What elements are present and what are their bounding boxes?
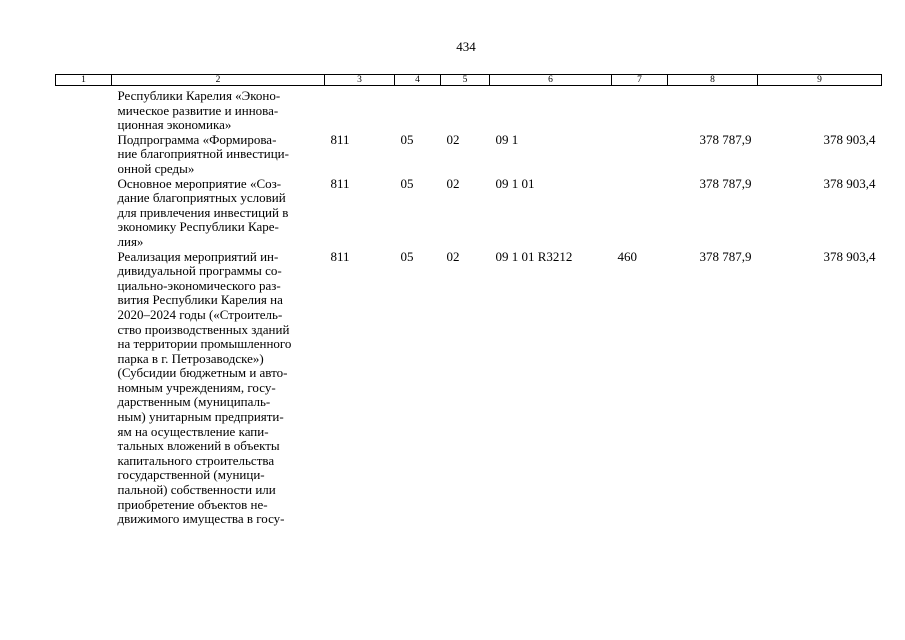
row-col5-cell xyxy=(441,86,490,133)
row-col7-cell xyxy=(612,133,668,177)
row-col4-cell: 05 xyxy=(400,175,414,191)
column-header: 7 xyxy=(612,75,668,86)
row-col8-cell: 378 787,9 xyxy=(699,131,752,147)
table-row xyxy=(56,250,882,527)
row-name-line: лия» xyxy=(117,233,144,249)
row-col3-cell: 811 xyxy=(330,248,350,264)
row-name-line: Республики Карелия «Эконо- xyxy=(117,88,281,103)
table-row xyxy=(56,133,882,177)
row-col5-cell: 02 xyxy=(446,175,460,191)
row-col8-cell: 378 787,9 xyxy=(699,175,752,191)
row-col3-cell xyxy=(325,86,395,133)
row-col8-cell: 378 787,9 xyxy=(699,248,752,264)
row-col4-cell xyxy=(395,86,441,133)
page-number: 434 xyxy=(456,39,476,54)
column-header: 1 xyxy=(56,75,112,86)
row-col4-cell: 05 xyxy=(400,131,414,147)
row-name-cell xyxy=(112,250,325,527)
table-row xyxy=(56,177,882,250)
row-name-cell xyxy=(112,86,325,133)
row-col9-cell: 378 903,4 xyxy=(823,131,876,147)
column-header: 2 xyxy=(112,75,325,86)
row-name-line: ям на осуществление капи- xyxy=(117,423,269,439)
row-name-line: циально-экономического раз- xyxy=(117,277,281,293)
row-name-line: экономику Республики Каре- xyxy=(117,219,279,235)
row-name-line: тальных вложений в объекты xyxy=(117,438,280,454)
row-col6-cell: 09 1 01 R3212 xyxy=(495,248,573,264)
column-header: 5 xyxy=(441,75,490,86)
row-col7-cell: 460 xyxy=(617,248,637,264)
row-col7-cell xyxy=(612,177,668,250)
row-name-line: на территории промышленного xyxy=(117,336,292,352)
row-col1-cell xyxy=(56,177,112,250)
row-name-line: государственной (муници- xyxy=(117,467,265,483)
row-col3-cell: 811 xyxy=(330,131,350,147)
row-col8-cell xyxy=(668,86,758,133)
row-name-line: Подпрограмма «Формирова- xyxy=(117,131,277,147)
row-col7-cell xyxy=(612,86,668,133)
row-name-line: ционная экономика» xyxy=(117,117,232,133)
row-col5-cell: 02 xyxy=(446,131,460,147)
row-col6-cell: 09 1 01 xyxy=(495,175,535,191)
row-name-line: приобретение объектов не- xyxy=(117,496,268,512)
row-name-line: вития Республики Карелия на xyxy=(117,292,283,308)
row-name-line: (Субсидии бюджетным и авто- xyxy=(117,365,288,381)
row-col9-cell: 378 903,4 xyxy=(823,248,876,264)
row-col9-cell xyxy=(758,86,882,133)
row-name-line: дивидуальной программы со- xyxy=(117,263,282,279)
row-col4-cell: 05 xyxy=(400,248,414,264)
row-col5-cell: 02 xyxy=(446,248,460,264)
row-name-cell xyxy=(112,133,325,177)
row-name-line: капитального строительства xyxy=(117,452,275,468)
row-name-line: Основное мероприятие «Соз- xyxy=(117,175,282,191)
row-name-line: мическое развитие и иннова- xyxy=(117,102,279,118)
column-header: 9 xyxy=(758,75,882,86)
row-name-line: движимого имущества в госу- xyxy=(117,511,285,527)
row-name-line: ство производственных зданий xyxy=(117,321,290,337)
row-col9-cell: 378 903,4 xyxy=(823,175,876,191)
table-row xyxy=(56,86,882,133)
table-header-row xyxy=(56,75,882,86)
row-name-line: Реализация мероприятий ин- xyxy=(117,248,279,264)
row-name-line: 2020–2024 годы («Строитель- xyxy=(117,306,283,322)
row-name-line: пальной) собственности или xyxy=(117,482,276,498)
row-name-line: онной среды» xyxy=(117,160,195,176)
row-col1-cell xyxy=(56,250,112,527)
column-header: 6 xyxy=(490,75,612,86)
row-name-line: ние благоприятной инвестици- xyxy=(117,146,289,162)
budget-table xyxy=(55,74,882,527)
column-header: 8 xyxy=(668,75,758,86)
row-col6-cell: 09 1 xyxy=(495,131,519,147)
row-col1-cell xyxy=(56,133,112,177)
column-header: 4 xyxy=(395,75,441,86)
row-name-line: дание благоприятных условий xyxy=(117,190,286,206)
row-col1-cell xyxy=(56,86,112,133)
row-name-cell xyxy=(112,177,325,250)
row-name-line: дарственным (муниципаль- xyxy=(117,394,271,410)
row-col6-cell xyxy=(490,86,612,133)
row-name-line: для привлечения инвестиций в xyxy=(117,204,289,220)
row-col3-cell: 811 xyxy=(330,175,350,191)
row-name-line: ным) унитарным предприяти- xyxy=(117,409,284,425)
row-name-line: парка в г. Петрозаводске») xyxy=(117,350,264,366)
column-header: 3 xyxy=(325,75,395,86)
row-name-line: номным учреждениям, госу- xyxy=(117,379,276,395)
